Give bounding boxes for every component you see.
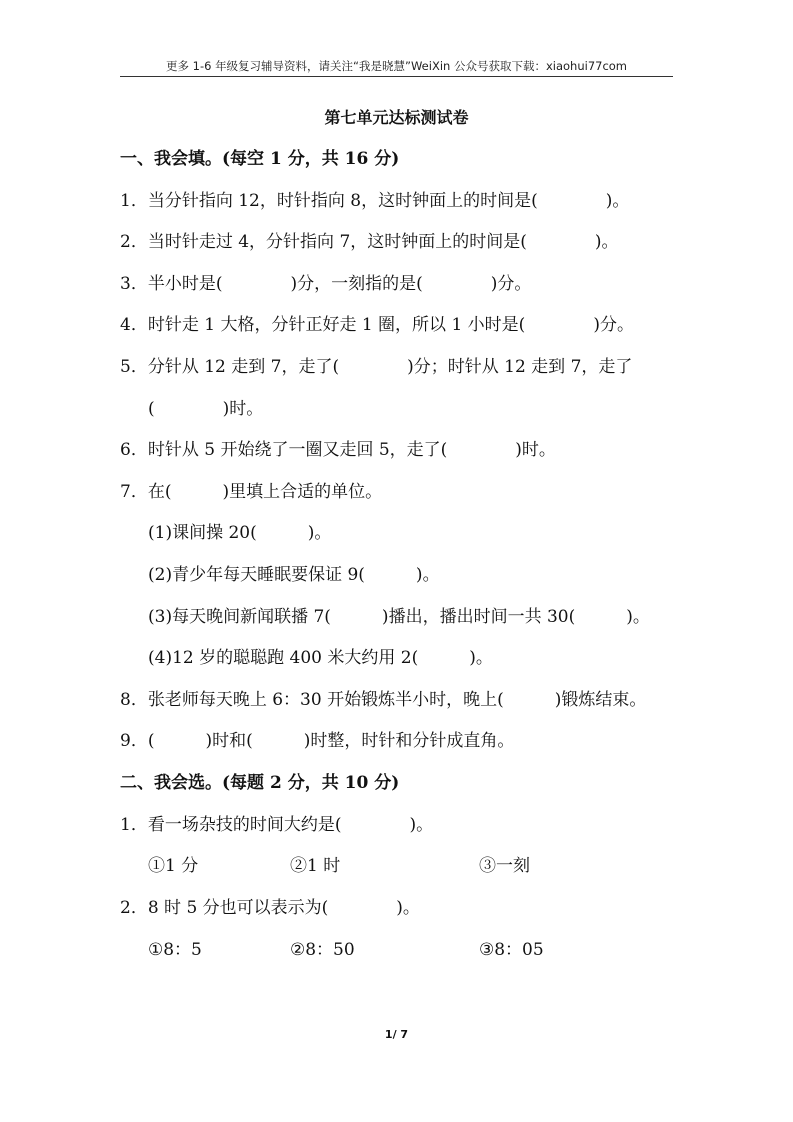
question-7-2: (2)青少年每天睡眠要保证 9( )。: [148, 565, 440, 585]
option-c: ③8：05: [479, 940, 544, 960]
question-2: 2．当时针走过 4，分针指向 7，这时钟面上的时间是( )。: [120, 232, 619, 252]
section1-heading: 一、我会填。(每空 1 分，共 16 分): [120, 149, 400, 169]
question-7: 7．在( )里填上合适的单位。: [120, 482, 383, 502]
question-7-1: (1)课间操 20( )。: [148, 523, 332, 543]
page-number: 1/ 7: [384, 1028, 409, 1041]
choice-question-1: 1．看一场杂技的时间大约是( )。: [120, 815, 434, 835]
option-a: ①1 分: [148, 856, 199, 876]
question-5-continued: ( )时。: [148, 399, 264, 419]
option-a: ①8：5: [148, 940, 202, 960]
choice-question-2: 2．8 时 5 分也可以表示为( )。: [120, 898, 420, 918]
question-1: 1．当分针指向 12，时针指向 8，这时钟面上的时间是( )。: [120, 191, 630, 211]
question-3: 3．半小时是( )分，一刻指的是( )分。: [120, 274, 532, 294]
page-title: 第七单元达标测试卷: [324, 108, 469, 127]
question-7-4: (4)12 岁的聪聪跑 400 米大约用 2( )。: [148, 648, 493, 668]
option-c: ③一刻: [479, 856, 530, 876]
section2-heading: 二、我会选。(每题 2 分，共 10 分): [120, 773, 400, 793]
header-divider: [120, 76, 673, 77]
option-b: ②8：50: [290, 940, 355, 960]
question-4: 4．时针走 1 大格，分针正好走 1 圈，所以 1 小时是( )分。: [120, 315, 634, 335]
option-b: ②1 时: [290, 856, 341, 876]
question-7-3: (3)每天晚间新闻联播 7( )播出，播出时间一共 30( )。: [148, 607, 650, 627]
question-9: 9．( )时和( )时整，时针和分针成直角。: [120, 731, 515, 751]
question-8: 8．张老师每天晚上 6：30 开始锻炼半小时，晚上( )锻炼结束。: [120, 690, 647, 710]
header-note: 更多 1-6 年级复习辅导资料，请关注“我是晓慧”WeiXin 公众号获取下载：xiaohui77com: [165, 59, 628, 73]
question-5: 5．分针从 12 走到 7，走了( )分；时针从 12 走到 7，走了: [120, 357, 633, 377]
question-6: 6．时针从 5 开始绕了一圈又走回 5，走了( )时。: [120, 440, 556, 460]
